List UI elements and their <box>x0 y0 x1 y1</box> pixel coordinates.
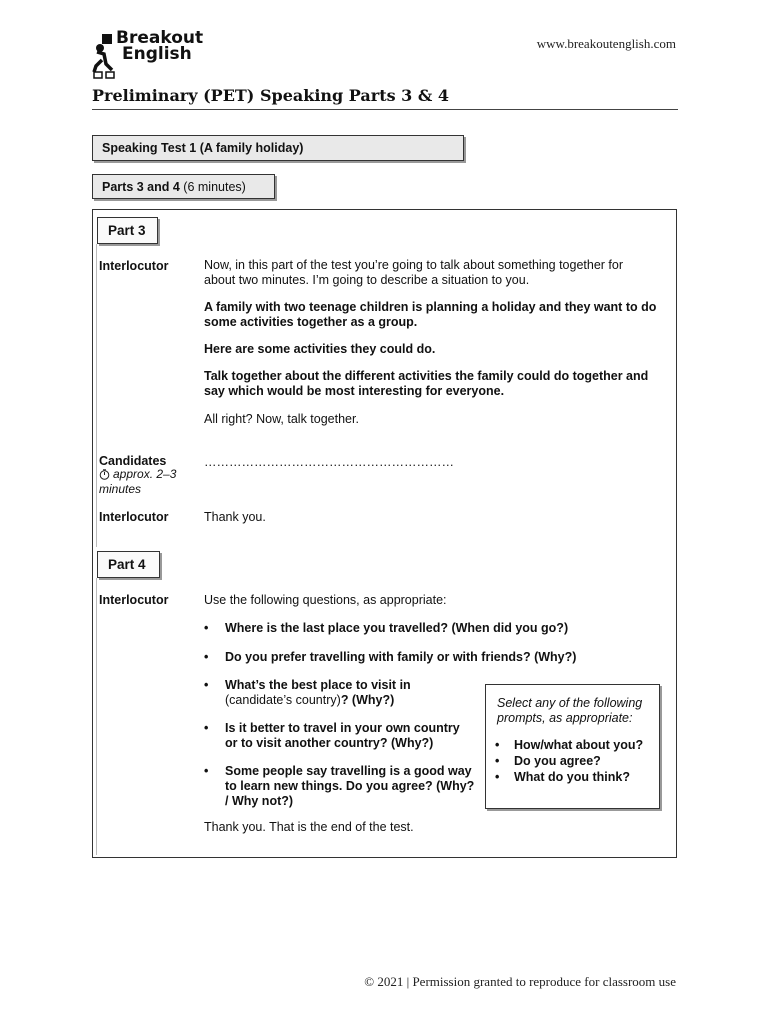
bullet: • <box>204 650 209 664</box>
parts-label-box <box>92 174 275 199</box>
candidates-label: Candidates <box>99 454 167 468</box>
prompt-item: What do you think? <box>514 770 630 784</box>
title-divider <box>92 109 678 110</box>
left-divider <box>96 244 97 547</box>
part3-tab-label: Part 3 <box>108 223 146 238</box>
part3-instruction: Talk together about the different activities the family could do together and say which would be most interesting for everyone. <box>204 369 649 398</box>
site-url[interactable]: www.breakoutenglish.com <box>536 36 676 51</box>
question-1: Where is the last place you travelled? (When did you go?) <box>225 621 569 635</box>
test-label: Speaking Test 1 (A family holiday) <box>102 141 304 155</box>
prompts-intro: Select any of the following prompts, as appropriate: <box>497 696 643 725</box>
part4-closing: Thank you. That is the end of the test. <box>204 820 414 834</box>
question-3-placeholder: (candidate’s country) <box>225 693 341 707</box>
candidates-response-line: …………………………………………………… <box>204 455 454 469</box>
part4-intro: Use the following questions, as appropriate: <box>204 593 447 607</box>
prompt-item: Do you agree? <box>514 754 601 768</box>
breakout-english-logo <box>92 30 212 80</box>
question-4: Is it better to travel in your own country or to visit another country? (Why?) <box>225 721 460 750</box>
logo-line-1: Breakout <box>116 28 204 48</box>
interlocutor-label: Interlocutor <box>99 259 169 273</box>
footer-copyright: © 2021 | Permission granted to reproduce for classroom use <box>364 974 676 989</box>
bullet: • <box>204 764 209 778</box>
part4-tab-label: Part 4 <box>108 557 146 572</box>
logo-line-2: English <box>122 44 192 64</box>
question-2: Do you prefer travelling with family or with friends? (Why?) <box>225 650 577 664</box>
bullet: • <box>495 770 500 784</box>
test-label-box <box>92 135 464 161</box>
part3-intro: Now, in this part of the test you’re going to talk about something together for about two minutes. I’m going to describe a situation to you. <box>204 258 623 287</box>
interlocutor-label: Interlocutor <box>99 510 169 524</box>
runner-logo-icon <box>92 32 116 80</box>
left-divider <box>96 578 97 855</box>
part4-tab <box>97 551 160 578</box>
candidates-time-text: approx. 2–3 minutes <box>99 467 177 496</box>
parts-label-rest: (6 minutes) <box>179 180 246 194</box>
part3-activities: Here are some activities they could do. <box>204 342 436 356</box>
parts-label <box>102 180 246 194</box>
part3-thanks: Thank you. <box>204 510 266 524</box>
prompt-item: How/what about you? <box>514 738 644 752</box>
bullet: • <box>204 678 209 692</box>
question-3-text: What’s the best place to visit in <box>225 678 411 692</box>
candidates-time <box>99 467 194 497</box>
part3-situation: A family with two teenage children is planning a holiday and they want to do some activities together as a group. <box>204 300 657 329</box>
interlocutor-label: Interlocutor <box>99 593 169 607</box>
part3-tab <box>97 217 158 244</box>
question-3 <box>225 678 465 708</box>
parts-label-bold: Parts 3 and 4 <box>102 180 180 194</box>
part3-allright: All right? Now, talk together. <box>204 412 359 426</box>
bullet: • <box>495 738 500 752</box>
prompts-box <box>485 684 660 809</box>
question-5: Some people say travelling is a good way to learn new things. Do you agree? (Why? / Why not?) <box>225 764 475 808</box>
bullet: • <box>495 754 500 768</box>
bullet: • <box>204 721 209 735</box>
logo-wordmark <box>116 30 203 62</box>
question-3-tail: ? (Why?) <box>340 693 395 707</box>
page-title: Preliminary (PET) Speaking Parts 3 & 4 <box>92 86 450 105</box>
bullet: • <box>204 621 209 635</box>
